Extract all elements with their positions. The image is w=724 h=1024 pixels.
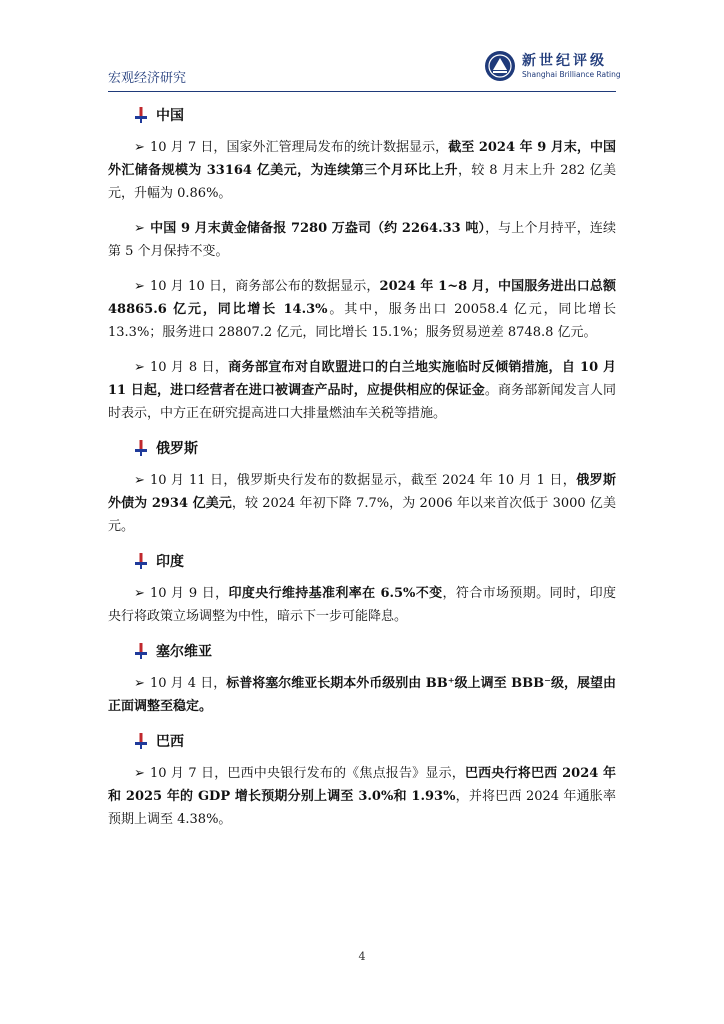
- paragraph: [108, 469, 616, 538]
- body-text: ，较 8 月末上升 282 亿美元，升幅为 0.86%。: [108, 163, 616, 201]
- page-header: [108, 40, 621, 92]
- section-heading: [108, 437, 616, 459]
- body-text: 10 月 4 日，: [150, 676, 227, 691]
- bold-text: 商务部宣布对自欧盟进口的白兰地实施临时反倾销措施，自 10 月 11 日起，进口经营者在进口被调查产品时，应提供相应的保证金: [108, 360, 616, 398]
- brand-logo: [484, 48, 621, 88]
- paragraph: [108, 275, 616, 344]
- paragraph: [108, 217, 616, 263]
- section-title: 印度: [156, 554, 184, 570]
- paragraph: [108, 672, 616, 718]
- bold-text: 2024 年 1~8 月，中国服务进出口总额 48865.6 亿元，同比增长 14.3%: [108, 279, 616, 317]
- section-title: 塞尔维亚: [156, 644, 212, 660]
- header-title: 宏观经济研究: [108, 71, 187, 86]
- body-text: 10 月 11 日，俄罗斯央行发布的数据显示，截至 2024 年 10 月 1 日，: [150, 473, 577, 488]
- section-title: 俄罗斯: [156, 441, 198, 457]
- body-text: ，与上个月持平，连续第 5 个月保持不变。: [108, 221, 616, 259]
- body-text: ，符合市场预期。同时，印度央行将政策立场调整为中性，暗示下一步可能降息。: [108, 586, 616, 624]
- paragraph: [108, 582, 616, 628]
- section-heading: [108, 730, 616, 752]
- body-text: 10 月 10 日，商务部公布的数据显示，: [150, 279, 380, 294]
- bold-text: 截至 2024 年 9 月末，中国外汇储备规模为 33164 亿美元，为连续第三个月环比上升: [108, 140, 616, 178]
- body-text: 10 月 8 日，: [150, 360, 229, 375]
- section-title: 巴西: [156, 734, 184, 750]
- body-text: 10 月 7 日，巴西中央银行发布的《焦点报告》显示，: [150, 766, 465, 781]
- pushpin-bullet-icon: [132, 106, 150, 124]
- body-text: 。商务部新闻发言人同时表示，中方正在研究提高进口大排量燃油车关税等措施。: [108, 383, 616, 421]
- section-heading: [108, 640, 616, 662]
- pushpin-bullet-icon: [132, 732, 150, 750]
- paragraph: [108, 136, 616, 205]
- section-title: 中国: [156, 108, 184, 124]
- arrow-bullet-icon: ➢: [134, 586, 145, 601]
- bold-text: 标普将塞尔维亚长期本外币级别由 BB⁺级上调至 BBB⁻级，展望由正面调整至稳定。: [108, 676, 617, 714]
- pushpin-bullet-icon: [132, 552, 150, 570]
- arrow-bullet-icon: ➢: [134, 221, 145, 236]
- brilliance-logo-icon: [484, 50, 516, 82]
- bold-text: 俄罗斯外债为 2934 亿美元: [108, 473, 616, 511]
- article-body: [108, 100, 616, 843]
- body-text: ，较 2024 年初下降 7.7%，为 2006 年以来首次低于 3000 亿美元。: [108, 496, 616, 534]
- section-heading: [108, 104, 616, 126]
- arrow-bullet-icon: ➢: [134, 766, 145, 781]
- bold-text: 印度央行维持基准利率在 6.5%不变: [228, 586, 443, 601]
- body-text: 10 月 7 日，国家外汇管理局发布的统计数据显示，: [150, 140, 449, 155]
- body-text: 。其中，服务出口 20058.4 亿元，同比增长 13.3%；服务进口 28807.2 亿元，同比增长 15.1%；服务贸易逆差 8748.8 亿元。: [108, 302, 616, 340]
- arrow-bullet-icon: ➢: [134, 676, 145, 691]
- paragraph: [108, 762, 616, 831]
- pushpin-bullet-icon: [132, 439, 150, 457]
- arrow-bullet-icon: ➢: [134, 279, 145, 294]
- header-divider: [108, 91, 616, 92]
- body-text: ，并将巴西 2024 年通胀率预期上调至 4.38%。: [108, 789, 616, 827]
- arrow-bullet-icon: ➢: [134, 473, 145, 488]
- bold-text: 巴西央行将巴西 2024 年和 2025 年的 GDP 增长预期分别上调至 3.0%和 1.93%: [108, 766, 617, 804]
- paragraph: [108, 356, 616, 425]
- logo-chinese-name: 新世纪评级: [522, 53, 607, 69]
- bold-text: 中国 9 月末黄金储备报 7280 万盎司（约 2264.33 吨）: [150, 221, 486, 236]
- page-number: 4: [358, 950, 366, 963]
- pushpin-bullet-icon: [132, 642, 150, 660]
- logo-english-name: Shanghai Brilliance Rating: [522, 70, 621, 79]
- section-heading: [108, 550, 616, 572]
- arrow-bullet-icon: ➢: [134, 360, 145, 375]
- body-text: 10 月 9 日，: [150, 586, 229, 601]
- arrow-bullet-icon: ➢: [134, 140, 145, 155]
